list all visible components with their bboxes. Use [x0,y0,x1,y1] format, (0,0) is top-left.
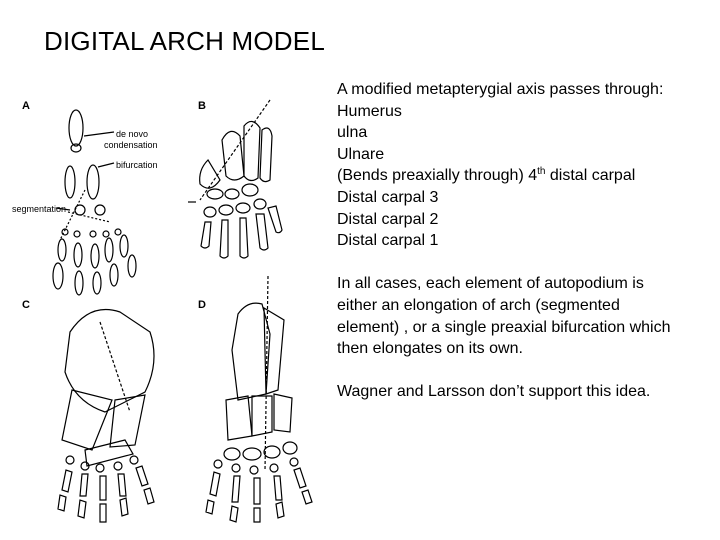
panel-a-letter: A [22,100,30,112]
condensation-label: condensation [104,140,158,150]
text-line: Wagner and Larsson don’t support this idea. [337,383,651,401]
text-line: either an elongation of arch (segmented [337,296,620,314]
panel-a-drawing [0,70,330,540]
text-line: Distal carpal 1 [337,232,439,250]
text-line: Humerus [337,102,402,120]
text-fragment: distal carpal [545,167,636,185]
body-text [337,79,717,403]
de-novo-label: de novo [116,129,149,139]
text-line: In all cases, each element of autopodium is [337,275,644,293]
text-line [337,165,717,187]
digital-arch-figure [0,70,330,540]
text-line: element) , or a single preaxial bifurcation which [337,318,671,336]
panel-d-letter: D [198,299,206,311]
text-line: Distal carpal 2 [337,210,439,228]
text-line: A modified metapterygial axis passes through: [337,81,664,98]
panel-b-letter: B [198,100,206,112]
bifurcation-label: bifurcation [116,160,158,170]
panel-c-letter: C [22,299,30,311]
text-line: Distal carpal 3 [337,188,439,206]
superscript: th [537,166,546,178]
slide-title: DIGITAL ARCH MODEL [44,26,325,56]
text-line: then elongates on its own. [337,340,523,358]
text-line: Ulnare [337,145,385,163]
text-fragment: (Bends preaxially through) 4 [337,167,538,185]
text-line: ulna [337,124,368,142]
segmentation-label: segmentation [12,204,67,214]
